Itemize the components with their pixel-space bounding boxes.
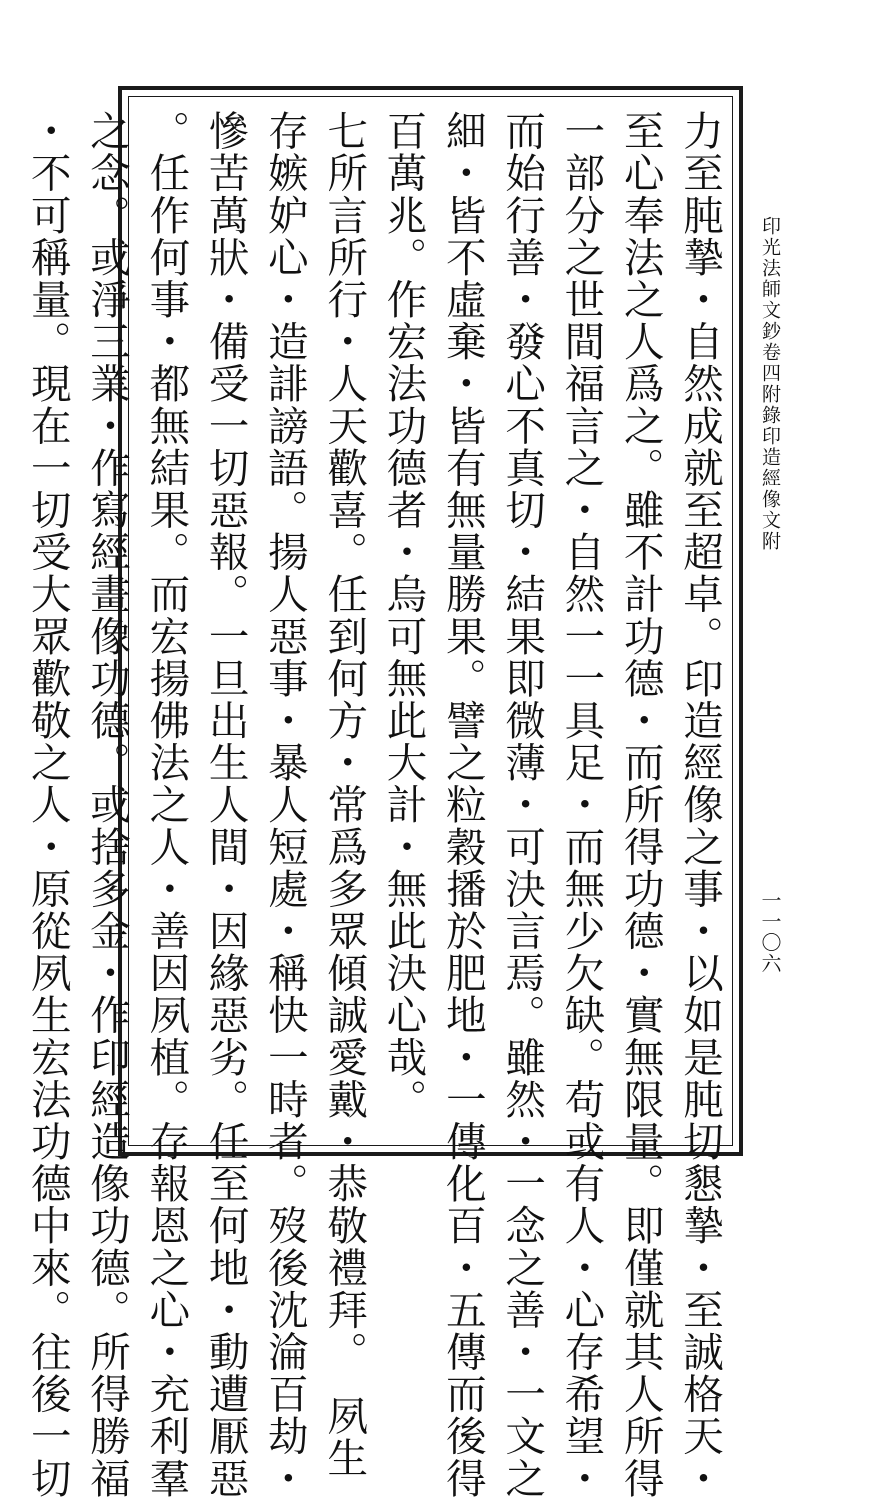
text-column: 七所言所行・人天歡喜。任到何方・常爲多眾傾誠愛戴・恭敬禮拜。 夙生 xyxy=(320,110,369,1480)
text-column: 。任作何事・都無結果。而宏揚佛法之人・善因夙植。存報恩之心・充利羣 xyxy=(142,110,191,1499)
book-title: 印光法師文鈔卷四 xyxy=(759,216,781,384)
text-column: 一部分之世間福言之・自然一一具足・而無少欠缺。苟或有人・心存希望・ xyxy=(557,110,606,1499)
text-column: 慘苦萬狀・備受一切惡報。一旦出生人間・因緣惡劣。任至何地・動遭厭惡 xyxy=(201,110,250,1499)
text-column: 百萬兆。作宏法功德者・烏可無此大計・無此決心哉。 xyxy=(379,110,428,1121)
running-header xyxy=(757,216,783,552)
text-column: 存嫉妒心・造誹謗語。揚人惡事・暴人短處・稱快一時者。歿後沈淪百劫・ xyxy=(260,110,309,1499)
text-column: ・不可稱量。現在一切受大眾歡敬之人・原從夙生宏法功德中來。往後一切 xyxy=(23,110,72,1499)
page-number: 一一〇六 xyxy=(758,890,782,974)
chapter-title: 印造經像文附 xyxy=(759,426,781,552)
text-column: 之念。或淨三業・作寫經畫像功德。或捨多金・作印經造像功德。所得勝福 xyxy=(83,110,132,1499)
section-label: 附錄 xyxy=(759,384,781,426)
text-column: 至心奉法之人爲之。雖不計功德・而所得功德・實無限量。即僅就其人所得 xyxy=(616,110,665,1499)
text-column: 而始行善・發心不真切・結果即微薄・可決言焉。雖然・一念之善・一文之 xyxy=(498,110,547,1499)
text-column: 細・皆不虛棄・皆有無量勝果。譬之粒穀播於肥地・一傳化百・五傳而後得 xyxy=(438,110,487,1499)
body-text xyxy=(23,110,729,1499)
text-column: 力至肫摯・自然成就至超卓。印造經像之事・以如是肫切懇摯・至誠格天・ xyxy=(676,110,724,1499)
